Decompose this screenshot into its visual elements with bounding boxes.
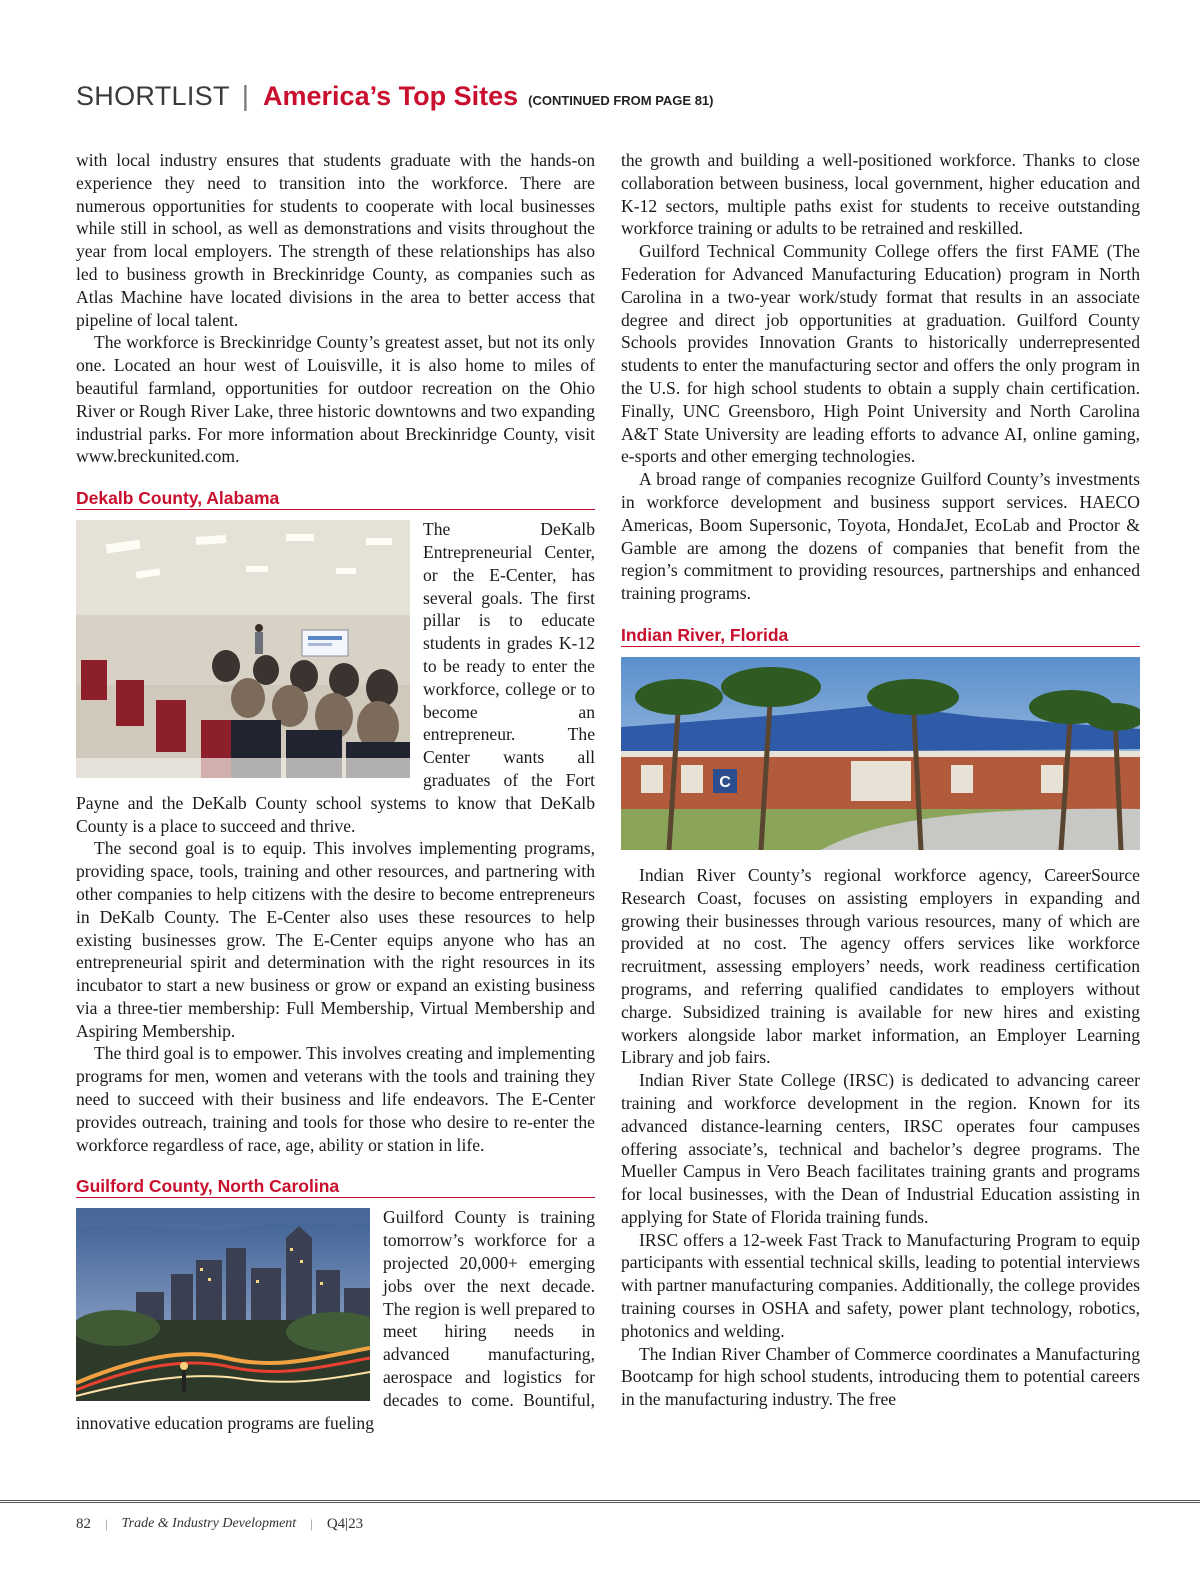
article-paragraph: A broad range of companies recognize Guilford County’s investments in workforce development and business support services. HAECO Americas, Boom Supersonic, Toyota, HondaJet, EcoLab and Proctor & Gamble are among the dozens of companies that benefit from the region’s commitment to providing resources, partnerships and enhanced training programs.	[621, 469, 1140, 604]
page-footer	[76, 1513, 363, 1535]
right-column	[621, 149, 1140, 1411]
article-paragraph: IRSC offers a 12-week Fast Track to Manufacturing Program to equip participants with essential technical skills, leading to potential interviews with partner manufacturing companies. Additionally, the college provides training courses in OSHA and safety, power plant technology, robotics, photonics and welding.	[621, 1229, 1140, 1341]
article-paragraph: Indian River County’s regional workforce agency, CareerSource Research Coast, focuses on assisting employers in expanding and growing their businesses through various resources, many of which are provided at no cost. The agency offers services like workforce recruitment, assessing employers’ needs, work readiness certification programs, and referring qualified candidates to employers without charge. Subsidized training is available for new hires and existing workers alongside labor market information, an Employer Learning Library and job fairs.	[621, 864, 1140, 1068]
article-paragraph: Guilford County is training tomorrow’s workforce for a projected 20,000+ emerging jobs over the next decade. The region is well prepared to meet hiring needs in advanced manufacturing, aerospace and logistics for decades to come. Bountiful, innovative education programs are fueling	[76, 1207, 595, 1433]
dekalb-classroom-photo	[76, 520, 410, 778]
continued-note: (CONTINUED FROM PAGE 81)	[528, 93, 714, 108]
guilford-skyline-photo	[76, 1208, 370, 1401]
article-paragraph: The Indian River Chamber of Commerce coordinates a Manufacturing Bootcamp for high school students, introducing them to potential careers in the manufacturing industry. The free	[621, 1343, 1140, 1410]
building-c-sign: C	[719, 773, 731, 791]
article-paragraph: The second goal is to equip. This involves implementing programs, providing space, tools, training and other resources, and partnering with other companies to help citizens with the desire to become entrepreneurs in DeKalb County. The E-Center also uses these resources to help existing businesses grow. The E-Center equips anyone who has an entrepreneurial spirit and determination with the right resources in its incubator to start a new business or grow or expand an existing business via a three-tier membership: Full Membership, Virtual Membership and Aspiring Membership.	[76, 838, 595, 1041]
article-paragraph: The workforce is Breckinridge County’s greatest asset, but not its only one. Located an hour west of Louisville, it is also home to miles of beautiful farmland, opportunities for outdoor recreation on the Ohio River or Rough River Lake, three historic downtowns and two expanding industrial parks. For more information about Breckinridge County, visit www.breckunited.com.	[76, 332, 595, 467]
footer-separator: |	[105, 1516, 108, 1531]
article-paragraph: The DeKalb Entrepreneurial Center, or the E-Center, has several goals. The first pillar is to educate students in grades K-12 to be ready to enter the workforce, college or to become an entrepreneur. The Center wants all graduates of the Fort Payne and the DeKalb County school systems to know that DeKalb County is a place to succeed and thrive.	[76, 519, 595, 836]
page-number: 82	[76, 1515, 91, 1532]
issue-label: Q4|23	[326, 1515, 364, 1532]
article-paragraph: Indian River State College (IRSC) is dedicated to advancing career training and workforce development in the region. Known for its advanced distance-learning centers, IRSC operates four campuses offering associate’s, technical and bachelor’s degree programs. The Mueller Campus in Vero Beach facilitates training grants and programs for local businesses, with the Dean of Industrial Education assisting in applying for State of Florida training funds.	[621, 1070, 1140, 1227]
article-paragraph: Guilford Technical Community College offers the first FAME (The Federation for Advanced Manufacturing Education) program in North Carolina in a two-year work/study format that results in an associate degree and direct job opportunities at graduation. Guilford County Schools provides Innovation Grants to historically underrepresented students to enter the manufacturing sector and offers the only program in the U.S. for high school students to obtain a supply chain certification. Finally, UNC Greensboro, High Point University and North Carolina A&T State University are leading efforts to advance AI, online gaming, e-sports and other emerging technologies.	[621, 241, 1140, 467]
article-paragraph: the growth and building a well-positioned workforce. Thanks to close collaboration between business, local government, higher education and K-12 sectors, multiple paths exist for students to receive outstanding workforce training or adults to be retrained and reskilled.	[621, 150, 1140, 239]
page-header	[76, 80, 1160, 116]
page-title: America’s Top Sites	[263, 81, 519, 111]
header-separator: |	[241, 80, 250, 111]
section-heading-indian-river: Indian River, Florida	[621, 625, 1140, 647]
footer-rule	[0, 1500, 1200, 1503]
section-heading-guilford: Guilford County, North Carolina	[76, 1176, 595, 1198]
magazine-name: Trade & Industry Development	[121, 1516, 297, 1531]
article-paragraph: with local industry ensures that students graduate with the hands-on experience they need to transition into the workforce. There are numerous opportunities for students to cooperate with local businesses while still in school, as well as demonstrations and visits throughout the year from local employers. The strength of these relationships has also led to business growth in Breckinridge County, as companies such as Atlas Machine have located divisions in the area to better access that pipeline of local talent.	[76, 150, 595, 330]
footer-separator: |	[310, 1516, 313, 1531]
left-column	[76, 149, 595, 1434]
section-heading-dekalb: Dekalb County, Alabama	[76, 488, 595, 510]
article-paragraph: The third goal is to empower. This involves creating and implementing programs for men, women and veterans with the tools and training they need to succeed with their business and life endeavors. The E-Center provides outreach, training and tools for those who desire to re-enter the workforce regardless of race, age, ability or station in life.	[76, 1043, 595, 1155]
section-kicker: SHORTLIST	[76, 81, 230, 111]
indian-river-campus-photo	[621, 657, 1140, 850]
